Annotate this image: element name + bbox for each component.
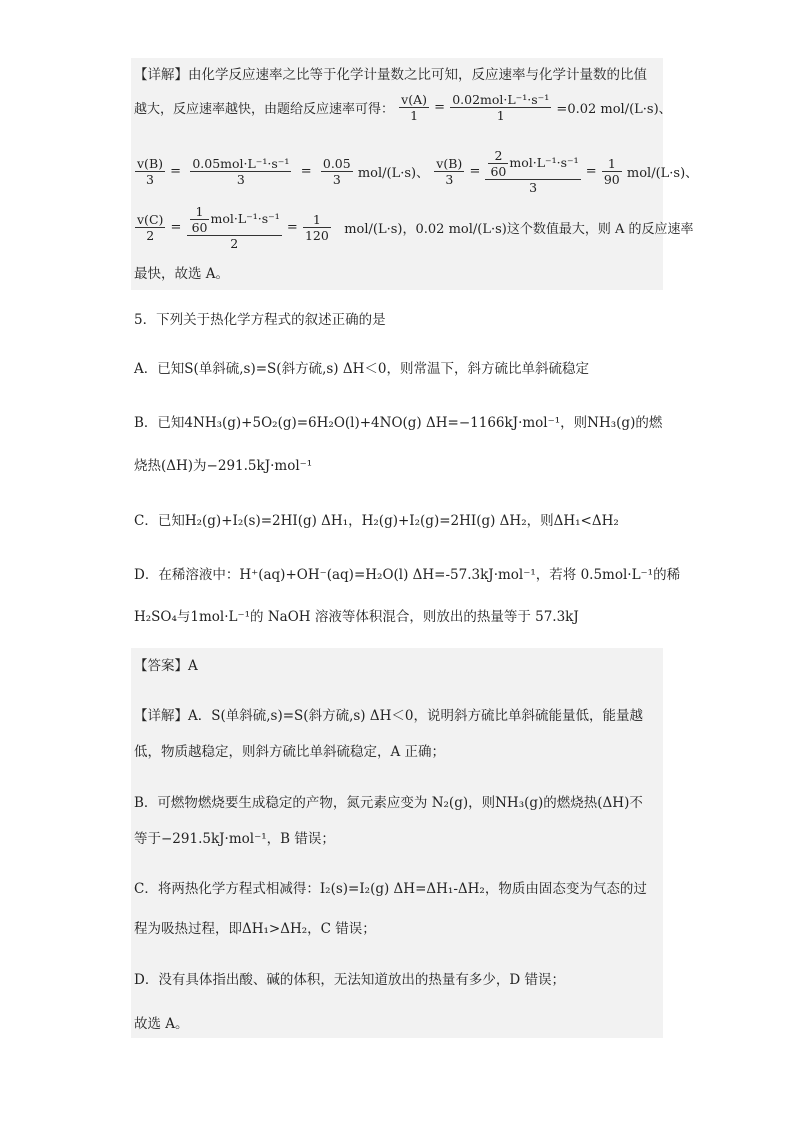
option-b-line2: 烧热(ΔH)为−291.5kJ·mol⁻¹	[134, 458, 313, 474]
detail-c-line2: 程为吸热过程，即ΔH₁>ΔH₂，C 错误；	[134, 921, 376, 937]
detail-intro-last-line: 最快，故选 A。	[134, 266, 230, 282]
frac-vB-value: $\frac{\text{0.05mol·L⁻¹·s⁻¹}}{3}$	[192, 156, 290, 187]
frac-vC-value: $\frac{1}{60}$ mol·L⁻¹·s⁻¹ 2	[187, 204, 282, 251]
option-a: A．已知S(单斜硫,s)=S(斜方硫,s) ΔH＜0，则常温下，斜方硫比单斜硫稳定	[134, 361, 589, 377]
frac-vC-inner: $\frac{1}{60}$	[191, 204, 208, 235]
option-b-line1: B．已知4NH₃(g)+5O₂(g)=6H₂O(l)+4NO(g) ΔH=−1166kJ·mol⁻¹，则NH₃(g)的燃	[134, 415, 663, 431]
detail-intro-line1: 【详解】由化学反应速率之比等于化学计量数之比可知，反应速率与化学计量数的比值	[134, 67, 647, 83]
option-d-line2: H₂SO₄与1mol·L⁻¹的 NaOH 溶液等体积混合，则放出的热量等于 57.3kJ	[134, 609, 579, 625]
detail-d: D．没有具体指出酸、碱的体积，无法知道放出的热量有多少，D 错误；	[134, 972, 565, 988]
option-c: C．已知H₂(g)+I₂(s)=2HI(g) ΔH₁，H₂(g)+I₂(g)=2HI(g) ΔH₂，则ΔH₁<ΔH₂	[134, 513, 619, 529]
math-row-vB: $\frac{v(B)}{3}$ = $\frac{\text{0.05mol·L⁻¹·s⁻¹}}{3}$ = $\frac{0.05}{3}$ mol/(L·s)、 $\frac{v(B)}{3}$ = $\frac{2}{60}$ mol·L⁻¹·s⁻¹ 3 = $\frac{1}{90}$ mol/(L·s)、	[137, 148, 699, 195]
detail-a-line2: 低，物质越稳定，则斜方硫比单斜硫稳定，A 正确；	[134, 744, 446, 760]
frac-vB2-result: $\frac{1}{90}$	[603, 156, 620, 187]
question-stem: 5．下列关于热化学方程式的叙述正确的是	[134, 312, 386, 328]
frac-vB-result: $\frac{0.05}{3}$	[322, 156, 351, 187]
detail-c-line1: C．将两热化学方程式相减得：I₂(s)=I₂(g) ΔH=ΔH₁-ΔH₂，物质由固态变为气态的过	[134, 881, 647, 897]
frac-vB2: $\frac{v(B)}{3}$	[436, 156, 463, 187]
frac-vA: $\frac{v(A)}{1}$	[401, 92, 427, 123]
conclusion: 故选 A。	[134, 1016, 189, 1032]
detail-intro-line2: 越大，反应速率越快，由题给反应速率可得： $\frac{v(A)}{1}$ = $\frac{\text{0.02mol·L⁻¹·s⁻¹}}{1}$ =0.02 mol/(L·s)、	[134, 92, 672, 123]
frac-vA-value: $\frac{\text{0.02mol·L⁻¹·s⁻¹}}{1}$	[452, 92, 550, 123]
frac-vB: $\frac{v(B)}{3}$	[137, 156, 164, 187]
detail-b-line2: 等于−291.5kJ·mol⁻¹，B 错误；	[134, 831, 335, 847]
frac-vB2-inner: $\frac{2}{60}$	[490, 148, 507, 179]
frac-vC-result: $\frac{1}{120}$	[304, 212, 329, 243]
detail-intro-line2-text: 越大，反应速率越快，由题给反应速率可得：	[134, 102, 395, 117]
detail-a-line1: 【详解】A．S(单斜硫,s)=S(斜方硫,s) ΔH＜0，说明斜方硫比单斜硫能量低，能量越	[134, 708, 643, 724]
frac-vB2-value: $\frac{2}{60}$ mol·L⁻¹·s⁻¹ 3	[485, 148, 580, 195]
detail-b-line1: B．可燃物燃烧要生成稳定的产物，氮元素应变为 N₂(g)，则NH₃(g)的燃烧热(ΔH)不	[134, 795, 643, 811]
option-d-line1: D．在稀溶液中：H⁺(aq)+OH⁻(aq)=H₂O(l) ΔH=-57.3kJ·mol⁻¹，若将 0.5mol·L⁻¹的稀	[134, 567, 681, 583]
unit-vB: mol/(L·s)、	[357, 166, 430, 181]
math-row-vC: $\frac{v(C)}{2}$ = $\frac{1}{60}$ mol·L⁻¹·s⁻¹ 2 = $\frac{1}{120}$ mol/(L·s)，0.02 mol/(L·s)这个数值最大，则 A 的反应速率	[137, 204, 694, 251]
line-vC-tail: mol/(L·s)，0.02 mol/(L·s)这个数值最大，则 A 的反应速率	[344, 222, 694, 237]
unit-vB2: mol/(L·s)、	[626, 166, 699, 181]
answer-label: 【答案】A	[134, 658, 198, 674]
frac-vC: $\frac{v(C)}{2}$	[137, 212, 164, 243]
result-vA: =0.02 mol/(L·s)、	[556, 102, 672, 117]
